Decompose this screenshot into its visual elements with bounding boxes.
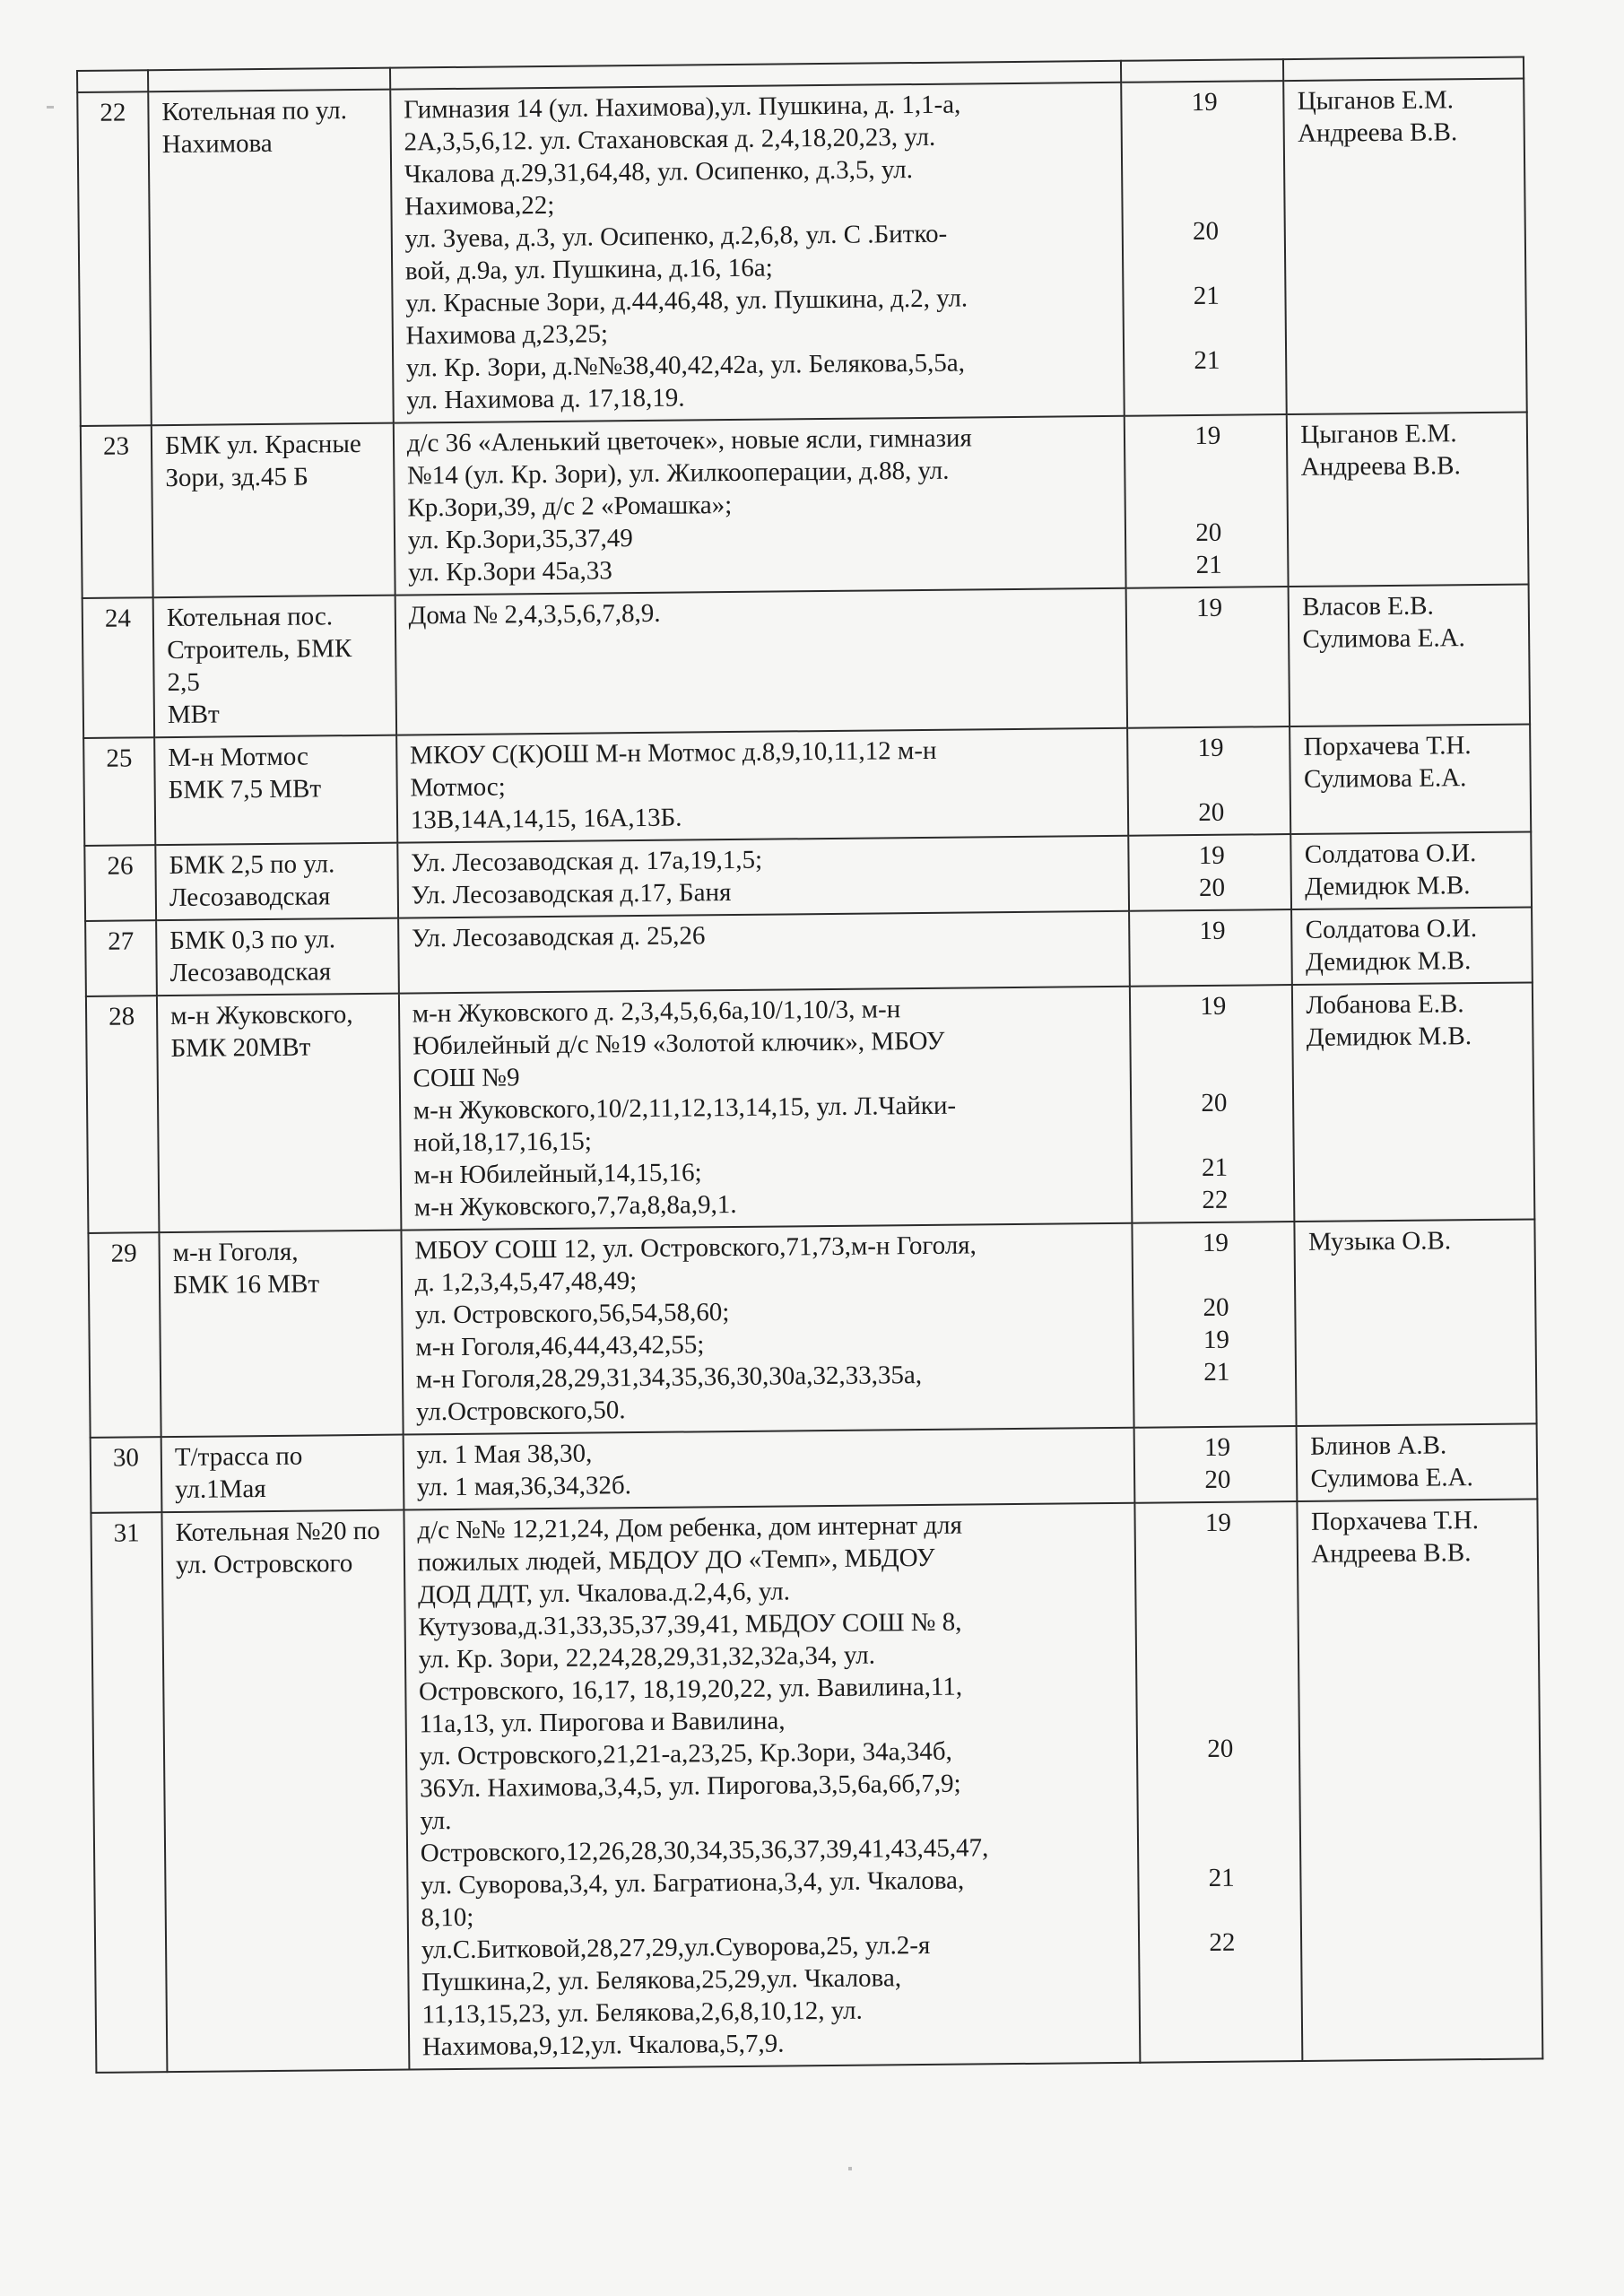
boiler-name [154,735,397,846]
responsible-persons [1290,724,1531,834]
header-cell-responsible [1283,57,1524,82]
responsible-person: Сулимова Е.А. [1310,1463,1473,1493]
day-value: 19 [1203,1325,1230,1354]
address-line: 36Ул. Нахимова,3,4,5, ул. Пирогова,3,5,6а,6б,7,9; [419,1769,961,1804]
day-value: 20 [1192,216,1220,247]
boiler-name [152,423,395,598]
row-number: 23 [81,425,153,598]
day-list [1130,985,1295,1223]
day-value: 22 [1209,1927,1236,1957]
day-list [1127,726,1290,836]
day-value: 21 [1201,1152,1229,1183]
day-value: 19 [1202,1228,1229,1258]
address-list [390,83,1125,423]
responsible-person: Андреева В.В. [1300,451,1461,482]
scan-speck [47,106,54,109]
address-line: д/с 36 «Аленький цветочек», новые ясли, гимназия [406,423,972,458]
scan-speck [848,2167,852,2170]
boiler-name [159,1231,403,1438]
day-list [1135,1501,1303,2063]
responsible-person: Власов Е.В. [1302,591,1434,622]
boiler-name-line: БМК 20МВт [170,1032,311,1064]
boiler-name-line: Лесозаводская [169,882,331,913]
address-list [394,416,1126,596]
responsible-person: Андреева В.В. [1297,117,1458,148]
boiler-name-line: ул. Островского [175,1549,353,1580]
row-number: 25 [83,737,155,846]
boiler-name-line: М-н Мотмос [168,742,309,773]
day-value: 20 [1195,517,1222,548]
address-line: Островского,12,26,28,30,34,35,36,37,39,41,43,45,47, [420,1833,989,1868]
header-cell-day [1121,59,1283,83]
address-line: ул. [420,1806,452,1836]
table-row [84,831,1532,920]
boiler-name [156,918,398,996]
address-line: ул. Кр. Зори, д.№№38,40,42,42а, ул. Белякова,5,5а, [405,348,966,383]
address-line: д/с №№ 12,21,24, Дом ребенка, дом интернат для [417,1510,963,1545]
row-number: 22 [77,91,152,426]
day-list [1133,1222,1297,1428]
day-value: 21 [1203,1357,1230,1387]
day-value: 19 [1191,87,1218,117]
day-value: 21 [1193,281,1220,311]
table-row [91,1423,1538,1512]
address-line: ул. Островского,56,54,58,60; [414,1298,730,1330]
day-list [1125,414,1289,588]
address-list [395,588,1127,735]
day-value: 19 [1197,733,1224,763]
address-line: 11а,13, ул. Пирогова и Вавилина, [419,1706,786,1739]
day-value: 20 [1204,1465,1231,1494]
responsible-person: Сулимова Е.А. [1302,623,1465,654]
day-value: 20 [1198,873,1226,903]
table-row [81,412,1529,597]
day-value: 19 [1203,1432,1231,1462]
boiler-name-line: Лесозаводская [169,957,332,988]
day-list [1121,81,1287,416]
address-line: ул. 1 Мая 38,30, [416,1439,593,1470]
day-value: 20 [1198,797,1225,828]
address-line: Нахимова,9,12,ул. Чкалова,5,7,9. [421,2029,785,2062]
address-line: Кр.Зори,39, д/с 2 «Ромашка»; [407,491,733,523]
address-line: м-н Жуковского,7,7а,8,8а,9,1. [413,1189,737,1222]
address-line: вой, д.9а, ул. Пушкина, д.16, 16а; [404,253,773,286]
address-line: ул. Красные Зори, д.44,46,48, ул. Пушкина, д.2, ул. [405,283,968,318]
address-line: 11,13,15,23, ул. Белякова,2,6,8,10,12, ул. [421,1996,863,2030]
table-row [86,982,1534,1232]
responsible-person: Демидюк М.В. [1305,946,1472,977]
schedule-table [76,56,1543,2073]
boiler-name-line: м-н Гоголя, [172,1237,299,1268]
day-value: 19 [1195,593,1223,623]
address-line: ул.Островского,50. [415,1396,626,1427]
address-line: Ул. Лесозаводская д. 25,26 [411,921,706,953]
address-line: Гимназия 14 (ул. Нахимова),ул. Пушкина, д. 1,1-а, [404,90,961,125]
boiler-name-line: Т/трасса по ул.1Мая [174,1441,303,1505]
address-line: ул. Островского,21,21-а,23,25, Кр.Зори, 34а,34б, [419,1736,952,1771]
row-number: 31 [91,1512,167,2073]
address-line: ул. Кр.Зори,35,37,49 [407,524,634,555]
address-line: 8,10; [421,1902,474,1933]
address-line: Ул. Лесозаводская д. 17а,19,1,5; [411,845,763,878]
day-value: 20 [1201,1088,1228,1118]
address-list [403,1428,1134,1510]
address-line: Нахимова,22; [404,190,555,222]
responsible-persons [1289,584,1530,726]
day-value: 20 [1203,1292,1229,1323]
day-value: 19 [1204,1508,1232,1537]
address-line: ул. Суворова,3,4, ул. Багратиона,3,4, ул. Чкалова, [421,1866,965,1900]
boiler-name [161,1510,409,2073]
boiler-name-line: Строитель, БМК 2,5 [167,634,352,698]
address-line: ной,18,17,16,15; [413,1126,592,1158]
address-line: д. 1,2,3,4,5,47,48,49; [414,1266,638,1298]
responsible-person: Лобанова Е.В. [1306,989,1464,1020]
responsible-person: Демидюк М.В. [1305,871,1471,901]
address-line: м-н Жуковского,10/2,11,12,13,14,15, ул. Л.Чайки- [413,1091,957,1126]
row-number: 28 [86,996,160,1233]
boiler-name-line: Котельная пос. [166,602,334,633]
responsible-person: Музыка О.В. [1307,1226,1452,1257]
boiler-name-line: Котельная по ул. [161,96,348,127]
boiler-name [157,994,401,1233]
address-line: Пушкина,2, ул. Белякова,25,29,ул. Чкалова, [421,1963,902,1997]
responsible-persons [1287,412,1528,587]
responsible-person: Цыганов Е.М. [1297,85,1455,116]
responsible-person: Солдатова О.И. [1305,914,1478,944]
boiler-name [155,843,397,921]
address-line: ул. Нахимова д. 17,18,19. [406,383,685,415]
address-line: ул. Кр. Зори, 22,24,28,29,31,32,32а,34, ул. [418,1640,876,1674]
row-number: 29 [88,1232,161,1438]
day-list [1128,834,1291,911]
day-value: 21 [1194,345,1220,376]
address-line: СОШ №9 [413,1063,520,1093]
boiler-name-line: БМК 0,3 по ул. [169,925,336,956]
address-line: Нахимова д,23,25; [405,319,609,351]
boiler-name-line: БМК ул. Красные [164,429,361,461]
row-number: 26 [84,845,156,921]
boiler-name [148,90,393,426]
address-list [399,987,1133,1231]
address-list [404,1503,1140,2070]
address-line: пожилых людей, МБДОУ ДО «Темп», МБДОУ [417,1543,935,1578]
responsible-person: Солдатова О.И. [1304,839,1477,869]
address-line: м-н Юбилейный,14,15,16; [413,1158,702,1190]
row-number: 30 [91,1437,162,1513]
responsible-person: Порхачева Т.Н. [1310,1506,1480,1536]
address-line: №14 (ул. Кр. Зори), ул. Жилкооперации, д.88, ул. [406,456,950,491]
table-row [85,907,1533,996]
address-line: Дома № 2,4,3,5,6,7,8,9. [408,598,661,631]
address-line: Кутузова,д.31,33,35,37,39,41, МБДОУ СОШ № 8, [418,1607,962,1642]
address-line: ул.С.Битковой,28,27,29,ул.Суворова,25, ул.2-я [421,1930,931,1965]
header-cell-name [148,68,390,92]
responsible-person: Порхачева Т.Н. [1303,731,1472,761]
responsible-persons [1298,1499,1543,2061]
address-line: Мотмос; [410,772,506,803]
address-line: ул. Зуева, д.3, ул. Осипенко, д.2,6,8, ул. С .Битко- [404,219,948,254]
responsible-persons [1295,1219,1537,1426]
address-list [396,728,1129,843]
address-line: МКОУ С(К)ОШ М-н Мотмос д.8,9,10,11,12 м-н [409,735,937,770]
day-list [1126,587,1290,728]
table-row [77,79,1526,426]
row-number: 27 [85,920,157,996]
boiler-name-line: МВт [167,700,220,730]
address-line: Чкалова д.29,31,64,48, ул. Осипенко, д.3,5, ул. [404,155,914,189]
responsible-person: Блинов А.В. [1310,1431,1447,1461]
address-line: ул. 1 мая,36,34,32б. [416,1471,632,1502]
day-value: 19 [1199,916,1226,946]
responsible-persons [1284,79,1527,415]
address-line: м-н Гоголя,28,29,31,34,35,36,30,30а,32,33,35а, [415,1361,923,1395]
address-line: МБОУ СОШ 12, ул. Островского,71,73,м-н Гоголя, [414,1231,977,1265]
day-value: 19 [1200,991,1227,1022]
address-list [397,836,1129,918]
day-value: 22 [1202,1185,1229,1215]
responsible-person: Демидюк М.В. [1306,1022,1472,1052]
table-row [83,724,1531,845]
table-row [83,584,1530,737]
responsible-person: Андреева В.В. [1311,1538,1472,1569]
day-value: 19 [1194,421,1221,451]
address-line: м-н Жуковского д. 2,3,4,5,6,6а,10/1,10/3, м-н [412,995,901,1029]
boiler-name [153,596,396,738]
address-line: 13В,14А,14,15, 16А,13Б. [410,803,682,835]
day-value: 19 [1198,840,1225,871]
address-line: м-н Гоголя,46,44,43,42,55; [415,1330,705,1362]
address-list [398,911,1130,994]
responsible-person: Сулимова Е.А. [1303,763,1467,794]
day-value: 20 [1207,1734,1234,1763]
header-cell-num [77,70,148,92]
boiler-name-line: БМК 16 МВт [172,1269,320,1300]
address-line: 2А,3,5,6,12. ул. Стахановская д. 2,4,18,20,23, ул. [404,122,936,157]
responsible-person: Цыганов Е.М. [1300,419,1457,449]
day-list [1129,909,1292,987]
day-value: 21 [1208,1863,1235,1892]
boiler-name-line: м-н Жуковского, [169,1000,353,1031]
row-number: 24 [83,597,155,738]
responsible-persons [1292,982,1534,1222]
responsible-persons [1297,1423,1537,1501]
table-row [91,1499,1542,2072]
address-line: Островского, 16,17, 18,19,20,22, ул. Вавилина,11, [418,1672,963,1707]
address-line: ДОД ДДТ, ул. Чкалова.д.2,4,6, ул. [417,1577,791,1610]
responsible-persons [1291,907,1532,985]
responsible-persons [1291,831,1532,909]
day-value: 21 [1195,550,1222,580]
boiler-name-line: БМК 7,5 МВт [168,774,322,805]
boiler-name-line: Зори, зд.45 Б [165,462,308,493]
boiler-name-line: Нахимова [161,128,273,160]
boiler-name-line: Котельная №20 по [175,1516,381,1548]
address-list [401,1223,1134,1435]
address-line: ул. Кр.Зори 45а,33 [407,556,612,587]
address-line: Ул. Лесозаводская д.17, Баня [411,878,732,910]
boiler-name-line: БМК 2,5 по ул. [169,849,335,881]
table-row [88,1219,1536,1437]
address-line: Юбилейный д/с №19 «Золотой ключик», МБОУ [413,1026,945,1061]
day-list [1134,1426,1298,1503]
boiler-name [161,1435,404,1513]
